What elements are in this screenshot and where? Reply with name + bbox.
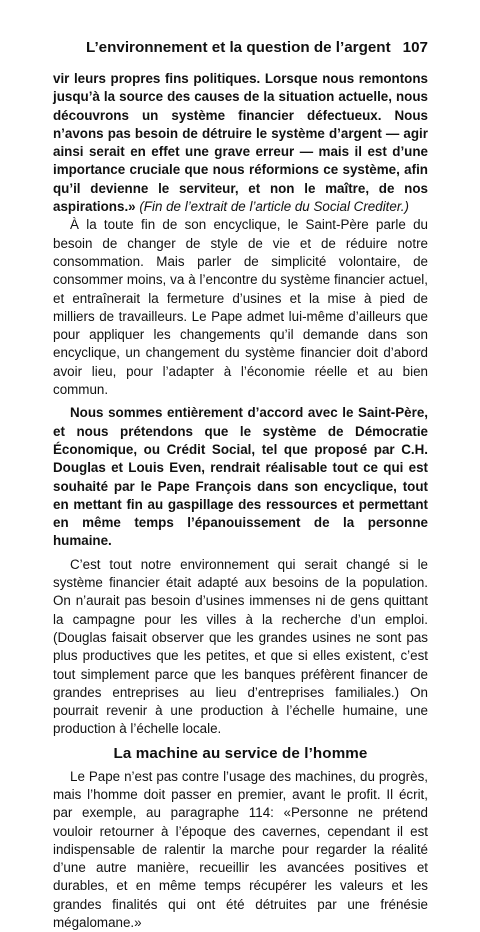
quote-continuation-paragraph	[53, 70, 428, 216]
section-heading: La machine au service de l’homme	[113, 744, 368, 762]
page-number: 107	[402, 39, 428, 56]
body-paragraph-encyclical: À la toute fin de son encyclique, le Saint-Père parle du besoin de changer de style de vie et de réduire notre consommation. Mais parler de simplicité volontaire, de consommer moins, va à l’encontre du système financier actuel, et entraînerait la fermeture d’usines et la mise à pied de milliers de travailleurs. Le Pape admet lui-même d’ailleurs que pour appliquer les changements qu’il demande dans son encyclique, un changement du système financier doit d’abord avoir lieu, pour l’adapter à l’économie réelle et au bien commun.	[53, 217, 428, 398]
bold-paragraph-social-credit: Nous sommes entièrement d’accord avec le Saint-Père, et nous prétendons que le système de Démocratie Économique, ou Crédit Social, tel que proposé par C.H. Douglas et Louis Even, rendrait réalisable tout ce qui est souhaité par le Pape François dans son encyclique, tout en mettant fin au gaspillage des ressources et permettant en même temps l’épanouissement de la personne humaine.	[53, 405, 428, 549]
section-body-paragraph: Le Pape n’est pas contre l’usage des machines, du progrès, mais l’homme doit passer en premier, avant le profit. Il écrit, par exemple, au paragraphe 114: «Personne ne prétend vouloir retourner à l’époque des cavernes, cependant il est indispensable de ralentir la marche pour regarder la réalité d’une autre manière, recueillir les avancées positives et durables, et en même temps récupérer les valeurs et les grandes finalités qui ont été détruites par une frénésie mégalomane.»	[53, 768, 428, 931]
source-citation: (Fin de l’extrait de l’article du Social Crediter.)	[139, 199, 409, 215]
running-header	[53, 38, 428, 58]
quote-text: vir leurs propres fins politiques. Lorsque nous remontons jusqu’à la source des causes de la situation actuelle, nous découvrons un système financier défectueux. Nous n’avons pas besoin de détruire le système d’argent — agir ainsi serait en effet une grave erreur — mais il est d’une importance cruciale que nous réformions ce système, afin qu’il devienne le serviteur, et non le maître, de nos aspirations.»	[53, 71, 428, 215]
body-paragraph-environment: C’est tout notre environnement qui serait changé si le système financier était adapté aux besoins de la population. On n’aurait pas besoin d’usines immenses ni de gens quittant la campagne pour les villes à la recherche d’un emploi. (Douglas faisait observer que les grandes usines ne sont pas plus productives que les petites, et que si elles existent, c’est tout simplement parce que les banques préfèrent financer de grandes entreprises au lieu d’entreprises familiales.) On pourrait revenir à une production à l’échelle humaine, une production à l’échelle locale.	[53, 556, 428, 737]
chapter-title: L’environnement et la question de l’argent	[86, 39, 391, 56]
